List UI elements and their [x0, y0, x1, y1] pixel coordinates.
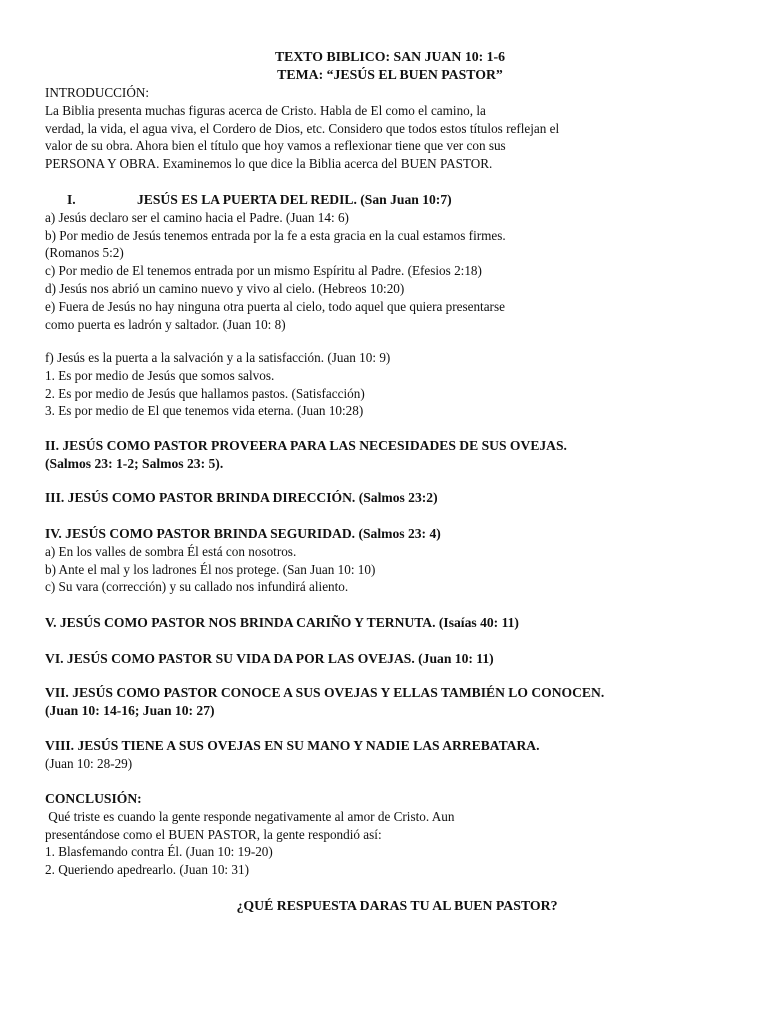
introduction-section — [45, 84, 745, 173]
intro-line: valor de su obra. Ahora bien el título que hoy vamos a reflexionar tiene que ver con sus — [45, 138, 506, 154]
closing-question: ¿QUÉ RESPUESTA DARAS TU AL BUEN PASTOR? — [236, 898, 558, 913]
list-item: (Romanos 5:2) — [45, 245, 124, 261]
theme-title: TEMA: “JESÚS EL BUEN PASTOR” — [277, 66, 503, 82]
section-4 — [45, 525, 745, 596]
list-item: e) Fuera de Jesús no hay ninguna otra puerta al cielo, todo aquel que quiera presentarse — [45, 298, 505, 314]
intro-line: verdad, la vida, el agua viva, el Cordero de Dios, etc. Considero que todos estos títulos reflejan el — [45, 120, 560, 136]
list-item: c) Por medio de El tenemos entrada por un mismo Espíritu al Padre. (Efesios 2:18) — [45, 263, 482, 279]
section-1-title: JESÚS ES LA PUERTA DEL REDIL. (San Juan 10:7) — [137, 192, 452, 207]
list-item: 2. Es por medio de Jesús que hallamos pastos. (Satisfacción) — [45, 385, 365, 401]
section-7 — [45, 684, 745, 720]
section-3 — [45, 489, 745, 507]
section-2-reference: (Salmos 23: 1-2; Salmos 23: 5). — [45, 455, 224, 471]
section-5 — [45, 614, 745, 632]
section-1 — [45, 191, 745, 333]
section-7-title: VII. JESÚS COMO PASTOR CONOCE A SUS OVEJAS Y ELLAS TAMBIÉN LO CONOCEN. — [45, 685, 605, 700]
list-item: como puerta es ladrón y saltador. (Juan 10: 8) — [45, 316, 286, 332]
list-item: f) Jesús es la puerta a la salvación y a la satisfacción. (Juan 10: 9) — [45, 350, 391, 365]
conclusion-line: 2. Queriendo apedrearlo. (Juan 10: 31) — [45, 862, 249, 878]
intro-line: La Biblia presenta muchas figuras acerca de Cristo. Habla de El como el camino, la — [45, 102, 486, 118]
section-5-title: V. JESÚS COMO PASTOR NOS BRINDA CARIÑO Y TERNUTA. (Isaías 40: 11) — [45, 615, 519, 630]
section-8-title: VIII. JESÚS TIENE A SUS OVEJAS EN SU MANO Y NADIE LAS ARREBATARA. — [45, 738, 540, 753]
bible-text-title: TEXTO BIBLICO: SAN JUAN 10: 1-6 — [274, 49, 506, 64]
conclusion-heading: CONCLUSIÓN: — [45, 791, 142, 806]
section-8 — [45, 737, 745, 773]
list-item: b) Ante el mal y los ladrones Él nos protege. (San Juan 10: 10) — [45, 561, 376, 577]
list-item: 1. Es por medio de Jesús que somos salvos. — [45, 367, 275, 383]
conclusion-line: Qué triste es cuando la gente responde negativamente al amor de Cristo. Aun — [45, 808, 455, 824]
list-item: 3. Es por medio de El que tenemos vida eterna. (Juan 10:28) — [45, 403, 364, 419]
document-header — [0, 48, 768, 83]
list-item: b) Por medio de Jesús tenemos entrada por la fe a esta gracia en la cual estamos firmes. — [45, 227, 506, 243]
list-item: d) Jesús nos abrió un camino nuevo y vivo al cielo. (Hebreos 10:20) — [45, 280, 405, 296]
intro-line: PERSONA Y OBRA. Examinemos lo que dice la Biblia acerca del BUEN PASTOR. — [45, 156, 493, 172]
list-item: a) Jesús declaro ser el camino hacia el Padre. (Juan 14: 6) — [45, 209, 349, 225]
conclusion-section — [45, 790, 745, 879]
section-4-title: IV. JESÚS COMO PASTOR BRINDA SEGURIDAD. (Salmos 23: 4) — [45, 526, 441, 541]
section-7-reference: (Juan 10: 14-16; Juan 10: 27) — [45, 702, 215, 718]
section-6 — [45, 650, 745, 668]
section-1-number: I. — [67, 192, 76, 207]
section-3-title: III. JESÚS COMO PASTOR BRINDA DIRECCIÓN. (Salmos 23:2) — [45, 490, 438, 505]
section-2 — [45, 437, 745, 473]
section-2-title: II. JESÚS COMO PASTOR PROVEERA PARA LAS NECESIDADES DE SUS OVEJAS. — [45, 438, 567, 453]
conclusion-line: presentándose como el BUEN PASTOR, la gente respondió así: — [45, 826, 382, 842]
list-item: a) En los valles de sombra Él está con nosotros. — [45, 543, 297, 559]
section-6-title: VI. JESÚS COMO PASTOR SU VIDA DA POR LAS OVEJAS. (Juan 10: 11) — [45, 651, 494, 666]
conclusion-line: 1. Blasfemando contra Él. (Juan 10: 19-20) — [45, 844, 273, 860]
section-8-reference: (Juan 10: 28-29) — [45, 755, 133, 771]
section-1-heading — [45, 191, 745, 209]
section-1-subpoints — [45, 349, 745, 420]
list-item: c) Su vara (corrección) y su callado nos infundirá aliento. — [45, 579, 349, 595]
closing-question-block — [0, 897, 768, 915]
introduction-heading: INTRODUCCIÓN: — [45, 85, 150, 100]
